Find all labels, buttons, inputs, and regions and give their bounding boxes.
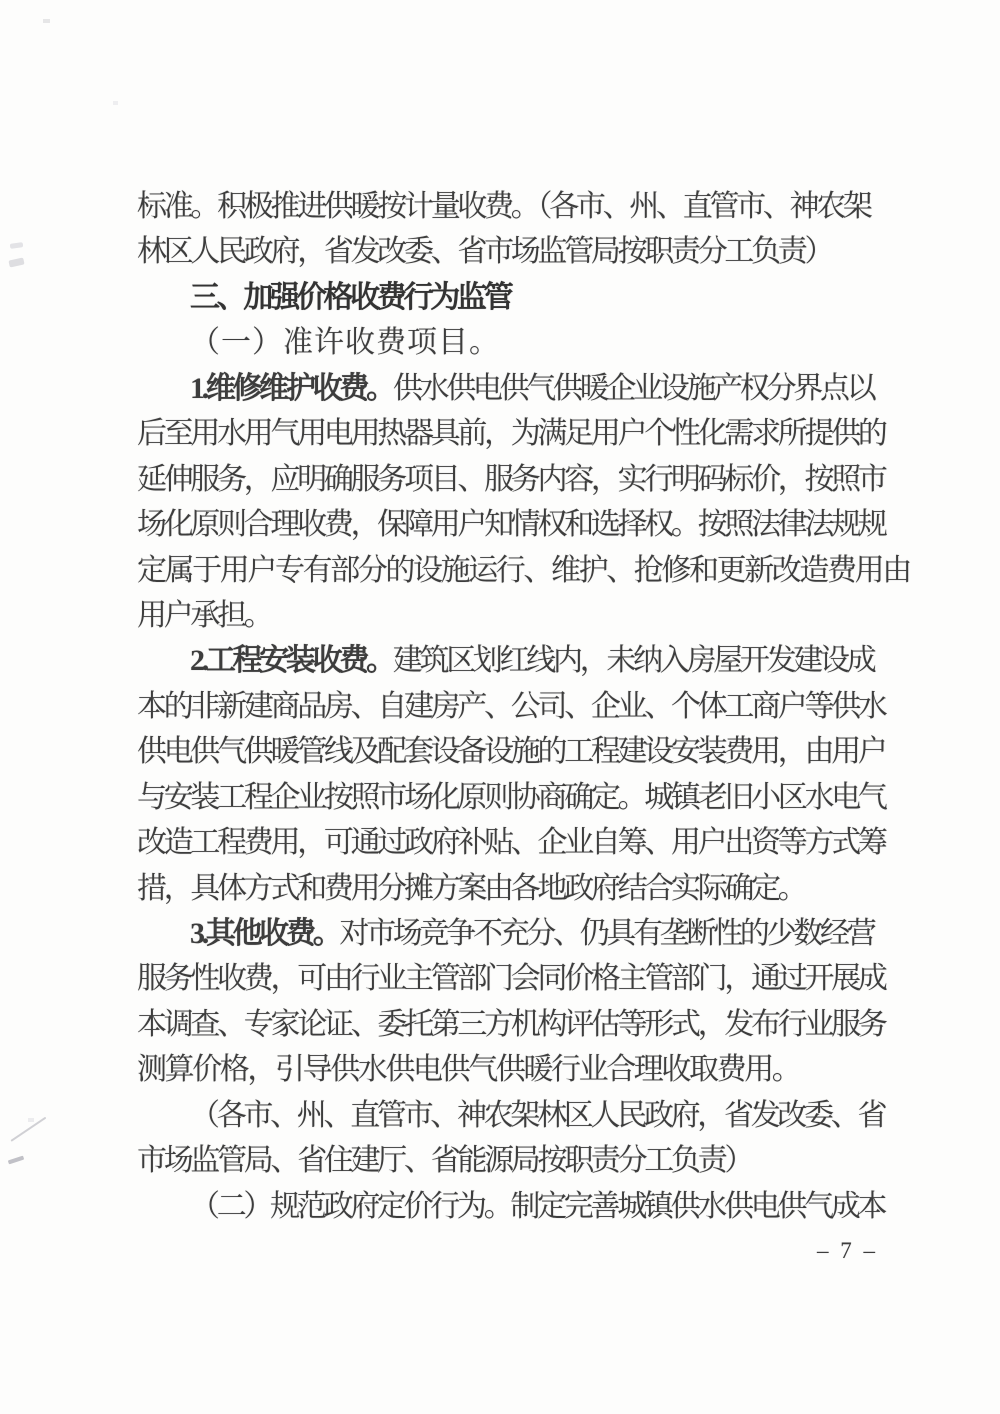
text-segment: 市场监管局、省住建厅、省能源局按职责分工负责） — [137, 1144, 752, 1178]
text-line — [137, 366, 889, 411]
text-segment: （二）规范政府定价行为。制定完善城镇供水供电供气成本 — [190, 1189, 885, 1223]
text-line — [137, 457, 889, 502]
document-body — [137, 184, 910, 1229]
text-segment: 定属于用户专有部分的设施运行、维护、抢修和更新改造费用由 — [137, 553, 910, 587]
text-segment: 本的非新建商品房、自建房产、公司、企业、个体工商户等供水 — [137, 689, 885, 723]
text-line — [137, 820, 889, 865]
text-line — [137, 729, 889, 774]
scan-pencil-mark — [10, 1117, 46, 1142]
scan-scratch — [8, 258, 24, 268]
bold-run-in: 3.其他收费。 — [190, 917, 340, 950]
section-heading — [137, 275, 889, 320]
text-line — [137, 1138, 889, 1183]
text-line — [137, 866, 889, 911]
text-segment: （一）准许收费项目。 — [190, 326, 500, 360]
text-segment: （各市、州、直管市、神农架林区人民政府，省发改委、省 — [190, 1098, 885, 1132]
text-segment: 供电供气供暖管线及配套设备设施的工程建设安装费用，由用户 — [137, 735, 885, 769]
text-segment: 与安装工程企业按照市场化原则协商确定。城镇老旧小区水电气 — [137, 780, 885, 814]
page-number: – 7 – — [817, 1238, 878, 1263]
text-line — [137, 638, 889, 683]
bold-run-in: 1.维修维护收费。 — [190, 371, 393, 405]
bold-run-in: 三、加强价格收费行为监管 — [190, 280, 511, 314]
text-line — [137, 229, 889, 274]
text-segment: 供水供电供气供暖企业设施产权分界点以 — [392, 371, 874, 405]
scan-speck — [28, 1118, 34, 1122]
text-segment: 延伸服务，应明确服务项目、服务内容，实行明码标价，按照市 — [137, 462, 885, 496]
text-line — [137, 684, 889, 729]
text-line — [137, 1002, 889, 1047]
text-line — [137, 911, 889, 956]
scan-pencil-mark — [8, 1156, 24, 1165]
scan-scratch — [10, 242, 24, 249]
text-line — [137, 548, 910, 593]
scan-speck — [43, 19, 50, 23]
text-line — [137, 593, 889, 638]
text-segment: 本调查、专家论证、委托第三方机构评估等形式，发布行业服务 — [137, 1007, 885, 1041]
text-line — [137, 1184, 889, 1229]
text-line — [137, 184, 889, 229]
text-line — [137, 1093, 889, 1138]
text-segment: 对市场竞争不充分、仍具有垄断性的少数经营 — [339, 917, 874, 950]
text-segment: 措，具体方式和费用分摊方案由各地政府结合实际确定。 — [137, 871, 805, 905]
text-line — [137, 320, 889, 365]
scan-speck — [113, 101, 118, 105]
text-line — [137, 502, 889, 547]
text-segment: 建筑区划红线内，未纳入房屋开发建设成 — [392, 644, 874, 678]
text-segment: 标准。积极推进供暖按计量收费。（各市、州、直管市、神农架 — [137, 190, 870, 223]
text-line — [137, 1047, 889, 1092]
text-segment: 用户承担。 — [137, 598, 271, 632]
text-segment: 林区人民政府，省发改委、省市场监管局按职责分工负责） — [137, 235, 832, 269]
text-segment: 改造工程费用，可通过政府补贴、企业自筹、用户出资等方式筹 — [137, 826, 885, 860]
text-segment: 场化原则合理收费，保障用户知情权和选择权。按照法律法规规 — [137, 508, 885, 542]
bold-run-in: 2.工程安装收费。 — [190, 644, 393, 678]
text-line — [137, 775, 889, 820]
text-segment: 测算价格，引导供水供电供气供暖行业合理收取费用。 — [137, 1053, 800, 1087]
text-line — [137, 956, 889, 1001]
text-segment: 服务性收费，可由行业主管部门会同价格主管部门，通过开展成 — [137, 962, 885, 996]
text-line — [137, 411, 889, 456]
text-segment: 后至用水用气用电用热器具前，为满足用户个性化需求所提供的 — [137, 417, 885, 451]
